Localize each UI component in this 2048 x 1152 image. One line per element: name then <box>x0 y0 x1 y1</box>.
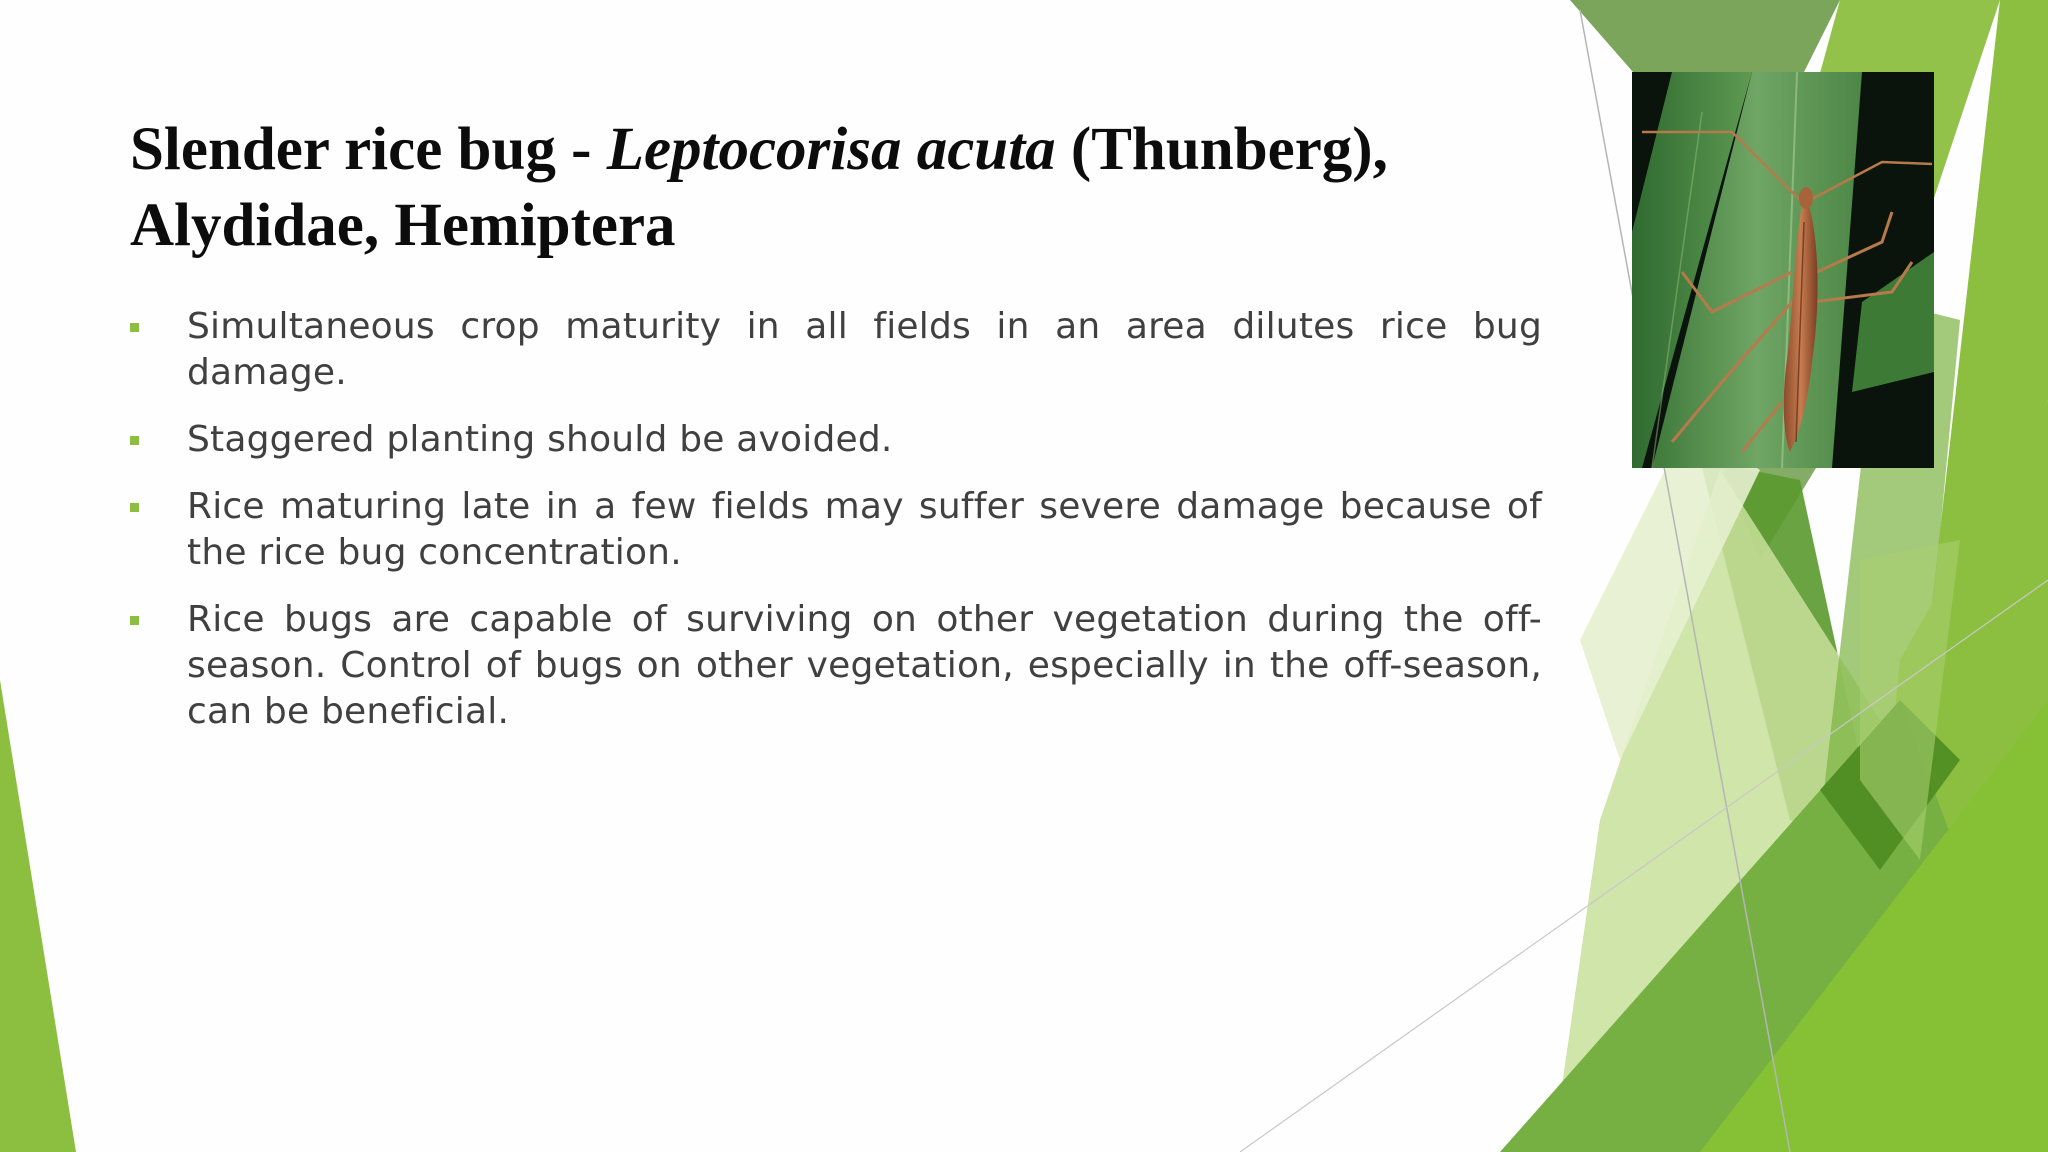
slide-title <box>130 112 1550 264</box>
rice-bug-photo <box>1632 72 1934 468</box>
title-part-author: (Thunberg), <box>1055 116 1388 183</box>
bullet-item <box>130 417 1542 463</box>
bullet-item <box>130 597 1542 735</box>
bullet-item <box>130 304 1542 396</box>
bullet-text: Simultaneous crop maturity in all fields in an area dilutes rice bug damage. <box>187 306 1542 393</box>
bullet-text: Rice maturing late in a few fields may suffer severe damage because of the rice bug concentration. <box>187 486 1542 573</box>
title-part-common-name: Slender rice bug - <box>130 116 607 183</box>
rice-bug-illustration <box>1632 72 1934 468</box>
square-bullet-icon <box>130 436 139 445</box>
title-part-scientific-name: Leptocorisa acuta <box>606 116 1056 183</box>
bullet-text: Staggered planting should be avoided. <box>187 419 893 460</box>
bullet-list <box>130 304 1542 756</box>
square-bullet-icon <box>130 323 139 332</box>
bullet-item <box>130 484 1542 576</box>
title-part-family-order: Alydidae, Hemiptera <box>130 192 676 259</box>
square-bullet-icon <box>130 616 139 625</box>
square-bullet-icon <box>130 503 139 512</box>
bullet-text: Rice bugs are capable of surviving on other vegetation during the off-season. Control of bugs on other vegetation, especially in the off-season, can be beneficial. <box>187 599 1542 732</box>
